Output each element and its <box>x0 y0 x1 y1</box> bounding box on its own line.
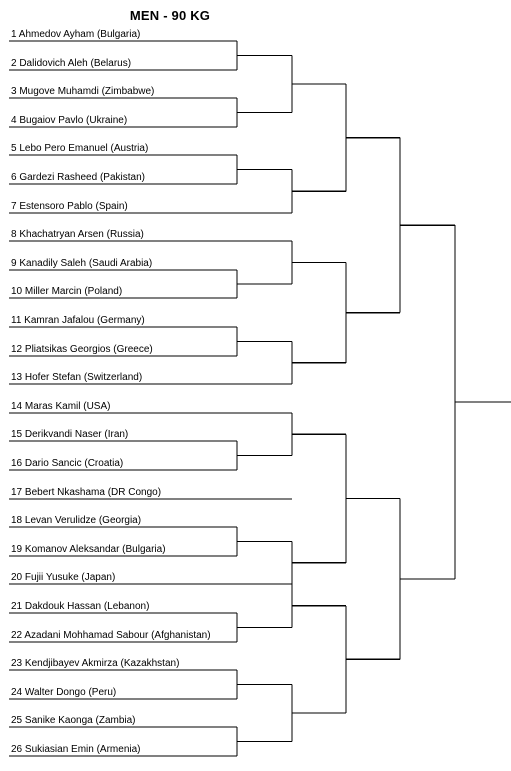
competitor-entry: 4 Bugaiov Pavlo (Ukraine) <box>11 115 128 126</box>
competitor-entry: 15 Derikvandi Naser (Iran) <box>11 429 129 440</box>
competitor-entry: 22 Azadani Mohhamad Sabour (Afghanistan) <box>11 630 211 641</box>
competitor-entry: 16 Dario Sancic (Croatia) <box>11 458 124 469</box>
competitor-entry: 11 Kamran Jafalou (Germany) <box>11 315 145 326</box>
competitor-entry: 8 Khachatryan Arsen (Russia) <box>11 229 144 240</box>
competitor-entry: 6 Gardezi Rasheed (Pakistan) <box>11 172 145 183</box>
competitor-entry: 9 Kanadily Saleh (Saudi Arabia) <box>11 258 153 269</box>
competitor-entry: 26 Sukiasian Emin (Armenia) <box>11 744 141 755</box>
competitor-entry: 12 Pliatsikas Georgios (Greece) <box>11 344 153 355</box>
competitor-entry: 2 Dalidovich Aleh (Belarus) <box>11 58 132 69</box>
competitor-entry: 21 Dakdouk Hassan (Lebanon) <box>11 601 150 612</box>
competitor-entry: 10 Miller Marcin (Poland) <box>11 286 123 297</box>
competitor-entry: 3 Mugove Muhamdi (Zimbabwe) <box>11 86 155 97</box>
competitor-entry: 5 Lebo Pero Emanuel (Austria) <box>11 143 149 154</box>
competitor-entry: 17 Bebert Nkashama (DR Congo) <box>11 487 162 498</box>
competitor-entry: 1 Ahmedov Ayham (Bulgaria) <box>11 29 141 40</box>
competitor-entry: 25 Sanike Kaonga (Zambia) <box>11 715 136 726</box>
competitor-entry: 19 Komanov Aleksandar (Bulgaria) <box>11 544 166 555</box>
competitor-entry: 20 Fujii Yusuke (Japan) <box>11 572 116 583</box>
competitor-list <box>11 29 211 755</box>
competitor-entry: 14 Maras Kamil (USA) <box>11 401 111 412</box>
competitor-entry: 7 Estensoro Pablo (Spain) <box>11 201 128 212</box>
competitor-entry: 23 Kendjibayev Akmirza (Kazakhstan) <box>11 658 180 669</box>
competitor-entry: 13 Hofer Stefan (Switzerland) <box>11 372 143 383</box>
competitor-entry: 24 Walter Dongo (Peru) <box>11 687 117 698</box>
competitor-entry: 18 Levan Verulidze (Georgia) <box>11 515 142 526</box>
bracket-title: MEN - 90 KG <box>129 8 211 23</box>
